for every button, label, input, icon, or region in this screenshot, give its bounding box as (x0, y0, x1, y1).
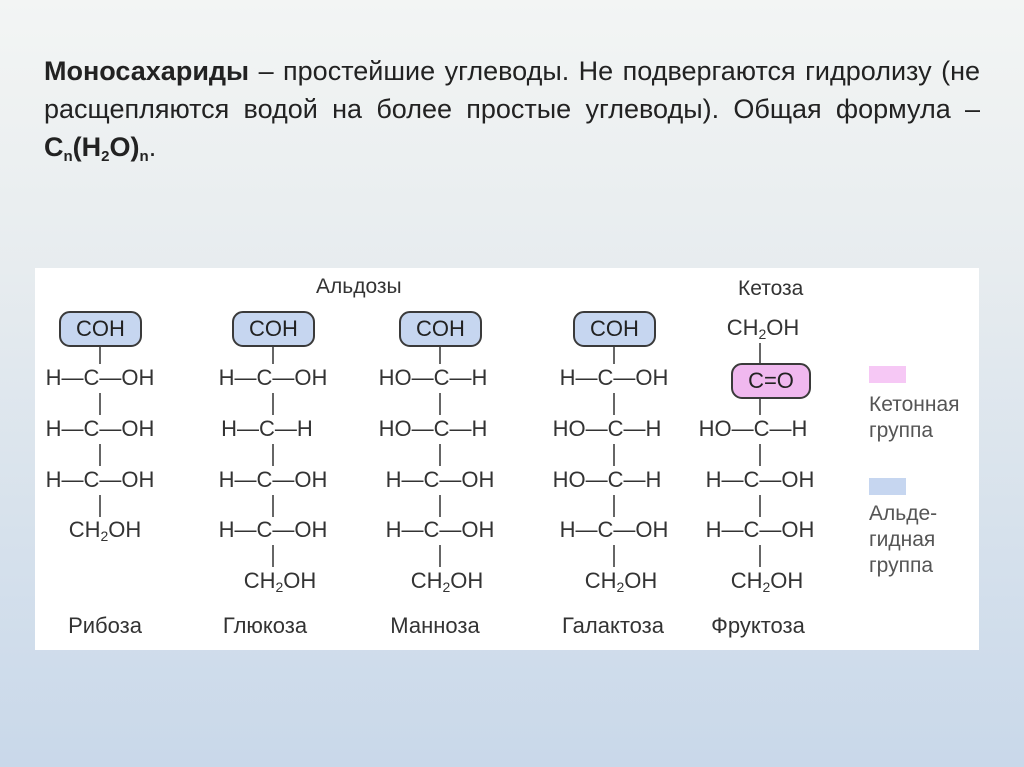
galactose-name: Галактоза (562, 613, 664, 638)
galactose-aldehyde-group: COH (573, 311, 656, 347)
fructose-ketone-group: C=O (731, 363, 811, 399)
fructose-top: $CH_2OH$ (726, 315, 800, 342)
fructose-bottom: $CH_2OH$ (730, 568, 804, 595)
monosaccharides-figure (35, 268, 979, 650)
definition-text: – простейшие углеводы. Не подвергаются гидролизу (не расщепляются водой на более простые углеводы). Общая формула – (44, 56, 980, 124)
bond-line (759, 399, 761, 415)
bond-line (99, 495, 101, 517)
mannose-row-2: HO—C—H (378, 416, 488, 441)
general-formula: $C_n(H_2O)_n$ (44, 132, 149, 165)
term-monosaccharides: Моносахариды (44, 56, 250, 86)
bond-line (272, 545, 274, 567)
legend-ketone-line-2: группа (869, 419, 934, 442)
glucose-aldehyde-group: COH (232, 311, 315, 347)
bond-line (272, 444, 274, 466)
ribose-aldehyde-group: COH (59, 311, 142, 347)
galactose-bottom: $CH_2OH$ (584, 568, 658, 595)
fructose-row-1: HO—C—H (698, 416, 808, 441)
bond-line (613, 347, 615, 364)
glucose-row-4: H—C—OH (218, 517, 328, 542)
legend-aldehyde-line-3: группа (869, 554, 934, 577)
fructose-row-3: H—C—OH (705, 517, 815, 542)
mannose-bottom: $CH_2OH$ (410, 568, 484, 595)
galactose-row-1: H—C—OH (559, 365, 669, 390)
bond-line (613, 444, 615, 466)
ketose-header: Кетоза (738, 277, 804, 300)
bond-line (272, 393, 274, 415)
bond-line (99, 347, 101, 364)
bond-line (272, 347, 274, 364)
legend-aldehyde-swatch (869, 478, 906, 495)
definition-end: . (148, 132, 157, 162)
bond-line (439, 393, 441, 415)
bond-line (439, 444, 441, 466)
glucose-bottom: $CH_2OH$ (243, 568, 317, 595)
glucose-row-1: H—C—OH (218, 365, 328, 390)
bond-line (759, 545, 761, 567)
glucose-name: Глюкоза (222, 613, 308, 638)
aldoses-header: Альдозы (316, 275, 402, 298)
bond-line (613, 495, 615, 517)
ribose-row-2: H—C—OH (45, 416, 155, 441)
galactose-row-3: HO—C—H (552, 467, 662, 492)
legend-ketone-swatch (869, 366, 906, 383)
bond-line (272, 495, 274, 517)
definition-paragraph (44, 52, 980, 166)
legend-aldehyde-line-1: Альде- (869, 502, 938, 525)
bond-line (759, 343, 761, 363)
fructose-row-2: H—C—OH (705, 467, 815, 492)
mannose-row-1: HO—C—H (378, 365, 488, 390)
ribose-bottom: $CH_2OH$ (68, 517, 142, 544)
glucose-row-2: H—C—H (221, 416, 313, 441)
mannose-name: Манноза (390, 613, 480, 638)
bond-line (613, 545, 615, 567)
ribose-row-3: H—C—OH (45, 467, 155, 492)
galactose-row-4: H—C—OH (559, 517, 669, 542)
ribose-row-1: H—C—OH (45, 365, 155, 390)
legend-aldehyde-line-2: гидная (869, 528, 936, 551)
bond-line (99, 444, 101, 466)
bond-line (439, 495, 441, 517)
legend-aldehyde-label (869, 501, 937, 579)
legend-ketone-line-1: Кетонная (869, 393, 960, 416)
bond-line (613, 393, 615, 415)
bond-line (439, 545, 441, 567)
ribose-name: Рибоза (68, 613, 142, 638)
legend-ketone-label (869, 392, 960, 444)
bond-line (759, 444, 761, 466)
glucose-row-3: H—C—OH (218, 467, 328, 492)
mannose-aldehyde-group: COH (399, 311, 482, 347)
bond-line (99, 393, 101, 415)
galactose-row-2: HO—C—H (552, 416, 662, 441)
mannose-row-3: H—C—OH (385, 467, 495, 492)
bond-line (759, 495, 761, 517)
bond-line (439, 347, 441, 364)
fructose-name: Фруктоза (711, 613, 805, 638)
mannose-row-4: H—C—OH (385, 517, 495, 542)
